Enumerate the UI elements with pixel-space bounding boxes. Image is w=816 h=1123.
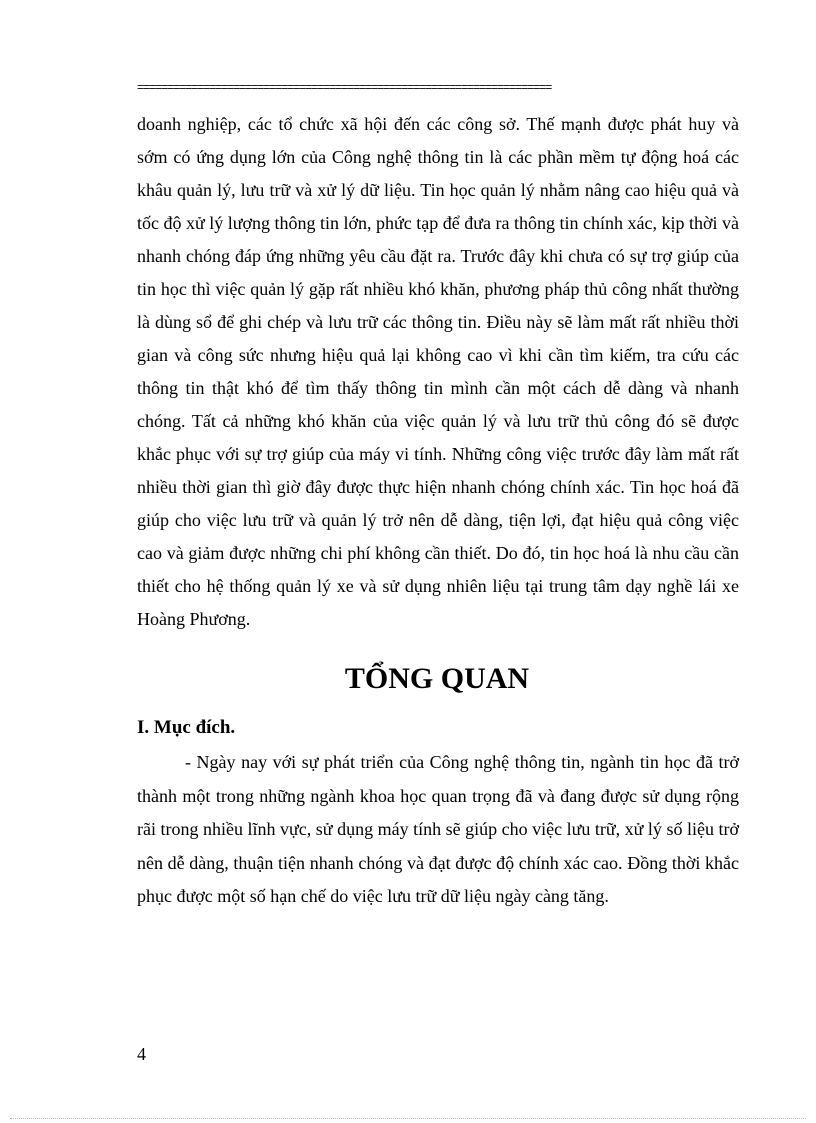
page-bottom-border <box>10 1118 806 1119</box>
header-rule: ===================================================================== <box>137 81 552 95</box>
section-title: I. Mục đích. <box>137 717 236 738</box>
main-heading: TỔNG QUAN <box>344 662 530 695</box>
section-paragraph: - Ngày nay với sự phát triển của Công nghệ thông tin, ngành tin học đã trở thành một trong những ngành khoa học quan trọng đã và đang được sử dụng rộng rãi trong nhiều lĩnh vực, sử dụng máy tính sẽ giúp cho việc lưu trữ, xử lý số liệu trở nên dễ dàng, thuận tiện nhanh chóng và đạt được độ chính xác cao. Đồng thời khắc phục được một số hạn chế do việc lưu trữ dữ liệu ngày càng tăng. <box>137 752 739 906</box>
intro-paragraph: doanh nghiệp, các tổ chức xã hội đến các công sở. Thế mạnh được phát huy và sớm có ứng dụng lớn của Công nghệ thông tin là các phần mềm tự động hoá các khâu quản lý, lưu trữ và xử lý dữ liệu. Tin học quản lý nhằm nâng cao hiệu quả và tốc độ xử lý lượng thông tin lớn, phức tạp để đưa ra thông tin chính xác, kịp thời và nhanh chóng đáp ứng những yêu cầu đặt ra. Trước đây khi chưa có sự trợ giúp của tin học thì việc quản lý gặp rất nhiều khó khăn, phương pháp thủ công nhất thường là dùng sổ để ghi chép và lưu trữ các thông tin. Điều này sẽ làm mất rất nhiều thời gian và công sức nhưng hiệu quả lại không cao vì khi cần tìm kiếm, tra cứu các thông tin thật khó để tìm thấy thông tin mình cần một cách dễ dàng và nhanh chóng. Tất cả những khó khăn của việc quản lý và lưu trữ thủ công đó sẽ được khắc phục với sự trợ giúp của máy vi tính. Những công việc trước đây làm mất rất nhiều thời gian thì giờ đây được thực hiện nhanh chóng chính xác. Tin học hoá đã giúp cho việc lưu trữ và quản lý trở nên dễ dàng, tiện lợi, đạt hiệu quả công việc cao và giảm được những chi phí không cần thiết. Do đó, tin học hoá là nhu cầu cần thiết cho hệ thống quản lý xe và sử dụng nhiên liệu tại trung tâm dạy nghề lái xe Hoàng Phương. <box>137 114 739 629</box>
intro-paragraph-block <box>137 108 739 636</box>
page-number: 4 <box>137 1044 146 1064</box>
section-paragraph-block <box>137 746 739 914</box>
